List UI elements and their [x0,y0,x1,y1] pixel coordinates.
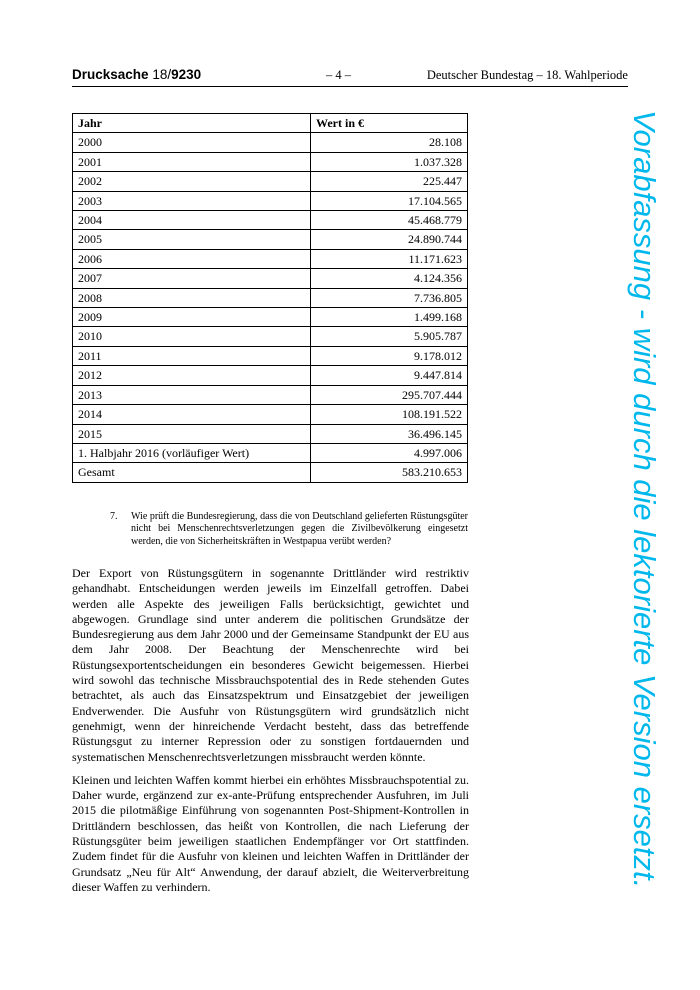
table-row [73,172,468,191]
value-cell: 9.447.814 [311,366,468,385]
year-cell: 2003 [73,191,311,210]
table-row [73,288,468,307]
table-row [73,366,468,385]
table-row [73,152,468,171]
doc-number: 9230 [171,67,202,82]
value-cell: 36.496.145 [311,424,468,443]
year-cell: 2015 [73,424,311,443]
answer-paragraph: Der Export von Rüstungsgütern in sogenannte Drittländer wird restriktiv gehandhabt. Entscheidungen werden jeweils im Einzelfall getroffen. Dabei werden alle Aspekte des jeweiligen Falls berücksichtigt, gewichtet und abgewogen. Grundlage sind unter anderem die politischen Grundsätze der Bundesregierung aus dem Jahr 2000 und der Gemeinsame Standpunkt der EU aus dem Jahr 2008. Der Beachtung der Menschenrechte wird bei Rüstungsexportentscheidungen ein besonderes Gewicht beigemessen. Hierbei wird sowohl das technische Missbrauchspotential des in Rede stehenden Gutes betrachtet, als auch das Einsatzspektrum und Einsatzgebiet der jeweiligen Endverwender. Die Ausfuhr von Rüstungsgütern wird grundsätzlich nicht genehmigt, wenn der hinreichende Verdacht besteht, dass das betreffende Rüstungsgut zu interner Repression oder zu sonstigen fortdauernden und systematischen Menschenrechtsverletzungen missbraucht werden könnte. [72,566,469,764]
value-cell: 108.191.522 [311,405,468,424]
answer-text [72,566,469,903]
year-cell: 2002 [73,172,311,191]
total-value-cell: 583.210.653 [311,463,468,482]
year-cell: 2000 [73,133,311,152]
table-row [73,424,468,443]
year-cell: 2010 [73,327,311,346]
column-header-value: Wert in € [311,114,468,133]
table-row [73,385,468,404]
year-cell: 2009 [73,308,311,327]
value-cell: 7.736.805 [311,288,468,307]
table-row [73,230,468,249]
answer-paragraph: Kleinen und leichten Waffen kommt hierbei ein erhöhtes Missbrauchspotential zu. Daher wurde, ergänzend zur ex-ante-Prüfung entsprechender Ausfuhren, im Juli 2015 die pilotmäßige Einführung von sogenannten Post-Shipment-Kontrollen in Drittländern beschlossen, das heißt von Kontrollen, die nach Lieferung der Rüstungsgüter beim jeweiligen staatlichen Endempfänger vor Ort stattfinden. Zudem findet für die Ausfuhr von kleinen und leichten Waffen in Drittländer der Grundsatz „Neu für Alt“ Anwendung, der darauf abzielt, die Weiterverbreitung dieser Waffen zu verhindern. [72,772,469,894]
value-cell: 45.468.779 [311,211,468,230]
question-text: Wie prüft die Bundesregierung, dass die von Deutschland gelieferten Rüstungsgüter nicht bei Menschenrechtsverletzungen gegen die Zivilbevölkerung eingesetzt werden, die von Sicherheitskräften in Westpapua verübt werden? [131,511,468,547]
doc-number-prefix: 18/ [152,67,172,82]
table-row [73,443,468,462]
value-cell: 1.037.328 [311,152,468,171]
year-cell: 2011 [73,346,311,365]
value-cell: 225.447 [311,172,468,191]
question-block [110,511,468,548]
year-cell: 2014 [73,405,311,424]
year-cell: 2001 [73,152,311,171]
table-row [73,308,468,327]
export-values-table [72,113,468,483]
table-total-row [73,463,468,482]
table-row [73,211,468,230]
table-header-row [73,114,468,133]
value-cell: 295.707.444 [311,385,468,404]
page-number: – 4 – [326,68,351,82]
document-number [72,67,201,82]
value-cell: 28.108 [311,133,468,152]
value-cell: 17.104.565 [311,191,468,210]
year-cell: 2005 [73,230,311,249]
value-cell: 1.499.168 [311,308,468,327]
value-cell: 4.997.006 [311,443,468,462]
year-cell: 2008 [73,288,311,307]
value-cell: 11.171.623 [311,249,468,268]
question-number: 7. [110,511,118,522]
year-cell: 1. Halbjahr 2016 (vorläufiger Wert) [73,443,311,462]
page-header [72,66,628,87]
table-row [73,346,468,365]
parliament-label: Deutscher Bundestag – 18. Wahlperiode [426,68,628,82]
table-row [73,269,468,288]
year-cell: 2013 [73,385,311,404]
column-header-year: Jahr [73,114,311,133]
table-row [73,191,468,210]
value-cell: 9.178.012 [311,346,468,365]
value-cell: 24.890.744 [311,230,468,249]
table-row [73,249,468,268]
year-cell: 2007 [73,269,311,288]
year-cell: 2012 [73,366,311,385]
doc-label: Drucksache [72,67,149,82]
value-cell: 4.124.356 [311,269,468,288]
table-row [73,133,468,152]
value-cell: 5.905.787 [311,327,468,346]
table-row [73,405,468,424]
draft-watermark: Vorabfassung - wird durch die lektorierte Version ersetzt. [627,110,662,889]
year-cell: 2006 [73,249,311,268]
total-label-cell: Gesamt [73,463,311,482]
year-cell: 2004 [73,211,311,230]
table-row [73,327,468,346]
